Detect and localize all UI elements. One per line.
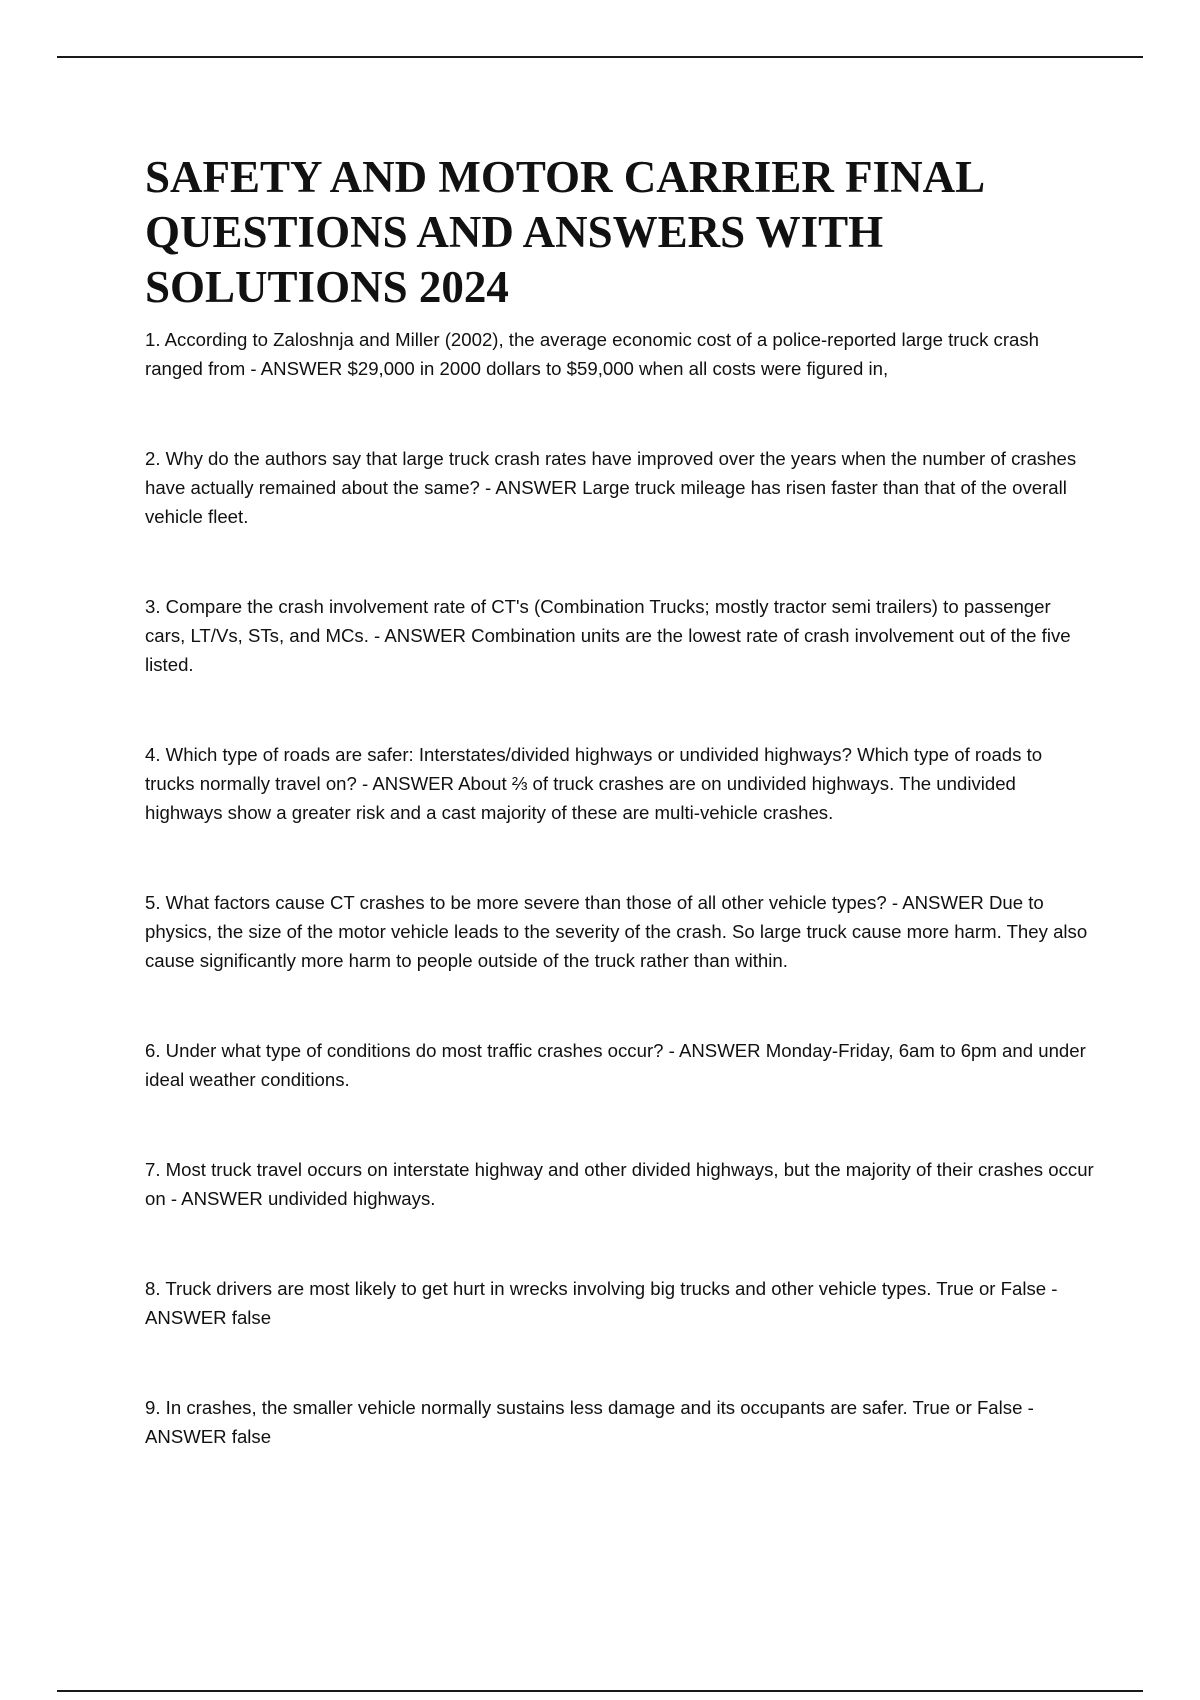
qa-item-3: 3. Compare the crash involvement rate of CT's (Combination Trucks; mostly tractor semi trailers) to passenger cars, LT/Vs, STs, and MCs. - ANSWER Combination units are the lowest rate of crash involvement out of the five listed. [145,596,1071,675]
document-title: SAFETY AND MOTOR CARRIER FINAL QUESTIONS AND ANSWERS WITH SOLUTIONS 2024 [145,152,983,312]
qa-item-6: 6. Under what type of conditions do most traffic crashes occur? - ANSWER Monday-Friday, 6am to 6pm and under ideal weather conditions. [145,1040,1086,1090]
qa-item-2: 2. Why do the authors say that large truck crash rates have improved over the years when the number of crashes have actually remained about the same? - ANSWER Large truck mileage has risen faster than that of the overall vehicle fleet. [145,448,1077,527]
qa-item-8: 8. Truck drivers are most likely to get hurt in wrecks involving big trucks and other vehicle types. True or False - ANSWER false [145,1278,1058,1328]
qa-item-5: 5. What factors cause CT crashes to be more severe than those of all other vehicle types? - ANSWER Due to physics, the size of the motor vehicle leads to the severity of the crash. So large truck cause more harm. They also cause significantly more harm to people outside of the truck rather than within. [145,892,1088,971]
qa-item-1: 1. According to Zaloshnja and Miller (2002), the average economic cost of a police-reported large truck crash ranged from - ANSWER $29,000 in 2000 dollars to $59,000 when all costs were figured in, [145,329,1039,379]
qa-list [145,325,1095,1451]
qa-item-7: 7. Most truck travel occurs on interstate highway and other divided highways, but the majority of their crashes occur on - ANSWER undivided highways. [145,1159,1094,1209]
qa-item-9: 9. In crashes, the smaller vehicle normally sustains less damage and its occupants are safer. True or False - ANSWER false [145,1397,1034,1447]
qa-item-4: 4. Which type of roads are safer: Interstates/divided highways or undivided highways? Which type of roads to trucks normally travel on? - ANSWER About ⅔ of truck crashes are on undivided highways. The undivided highways show a greater risk and a cast majority of these are multi-vehicle crashes. [145,744,1043,823]
document-body [145,150,1095,1512]
top-rule [57,56,1143,58]
bottom-rule [57,1690,1143,1692]
